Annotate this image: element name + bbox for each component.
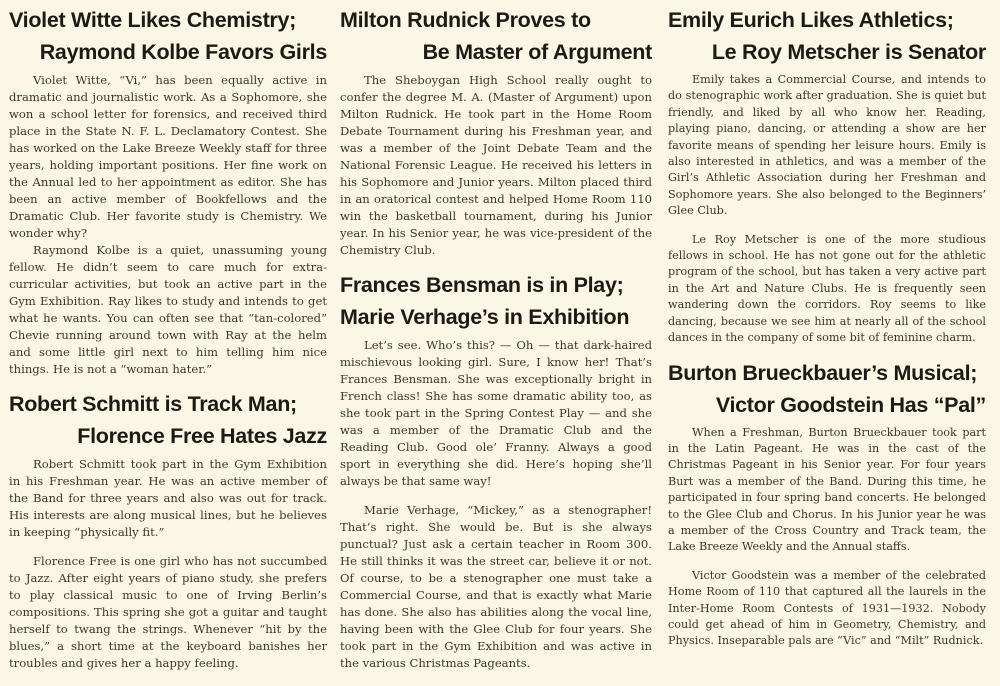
headline-line-2: Florence Free Hates Jazz	[77, 424, 327, 448]
article-paragraph: Let’s see. Who’s this? — Oh — that dark-haired mischievous looking girl. Sure, I know her! That’s Frances Bensman. She was exceptionally bright in French class! She has some dramatic ability too, as she took part in the Spring Contest Play — and she was a member of the Dramatic Club and the Reading Club. Good ole’ Franny. Always a good sport in everything she did. Here’s hoping she’ll always be that same way!	[340, 338, 652, 488]
article-paragraph: The Sheboygan High School really ought to confer the degree M. A. (Master of Argument) upon Milton Rudnick. He took part in the Home Room Debate Tournament during his Freshman year, and was a member of the Joint Debate Team and the National Forensic League. He received his letters in his Sophomore and Junior years. Milton placed third in an oratorical contest and helped Home Room 110 win the basketball tournament, during his Junior year. In his Senior year, he was vice-president of the Chemistry Club.	[340, 73, 652, 257]
article-paragraph: When a Freshman, Burton Brueckbauer took part in the Latin Pageant. He was in the cast of the Christmas Pageant in his Senior year. For four years Burt was a member of the Band. During this time, he participated in four spring band concerts. He belonged to the Glee Club and Chorus. In his Junior year he was a member of the Cross Country and Track team, the Lake Breeze Weekly and the Annual staffs.	[668, 425, 986, 554]
headline	[668, 4, 986, 68]
article-witte-kolbe	[9, 4, 327, 378]
headline	[668, 357, 986, 421]
headline	[9, 388, 327, 452]
article-brueckbauer-goodstein	[668, 357, 986, 650]
headline-line-2: Victor Goodstein Has “Pal”	[715, 392, 986, 417]
article-paragraph: Robert Schmitt took part in the Gym Exhibition in his Freshman year. He was an active member of the Band for three years and also was out for track. His interests are along musical lines, but he believes in keeping “physically fit.”	[9, 457, 327, 539]
headline-line-1: Emily Eurich Likes Athletics;	[668, 8, 954, 32]
article-paragraph: Emily takes a Commercial Course, and intends to do stenographic work after graduation. She is quiet but friendly, and liked by all who know her. Reading, playing piano, dancing, or attending a show are her favorite means of spending her leisure hours. Emily is also interested in athletics, and was a member of the Girl’s Athletic Association during her Freshman and Sophomore years. She also belonged to the Beginners’ Glee Club.	[668, 73, 986, 218]
article-eurich-metscher	[668, 4, 986, 347]
article-bensman-verhage	[340, 269, 652, 672]
article-paragraph: Marie Verhage, “Mickey,” as a stenographer! That’s right. She would be. But is she always punctual? Just ask a certain teacher in Room 300. He still thinks it was the street car, believe it or not. Of course, to be a stenographer one must take a Commercial Course, and that is exactly what Marie has done. She also has abilities along the vocal line, having been with the Glee Club for four years. She took part in the Gym Exhibition and was active in the various Christmas Pageants.	[340, 503, 652, 670]
column-middle	[340, 4, 652, 682]
column-left	[9, 4, 327, 682]
headline-line-1: Milton Rudnick Proves to	[340, 8, 591, 32]
article-paragraph: Florence Free is one girl who has not succumbed to Jazz. After eight years of piano study, she prefers to play classical music to one of Irving Berlin’s compositions. This spring she got a guitar and taught herself to twang the strings. Whenever “hit by the blues,” a short time at the keyboard banishes her troubles and gives her a happy feeling.	[9, 554, 327, 670]
article-paragraph: Violet Witte, “Vi,” has been equally active in dramatic and journalistic work. As a Sophomore, she won a school letter for forensics, and received third place in the State N. F. L. Declamatory Contest. She has worked on the Lake Breeze Weekly staff for three years, holding important positions. Her fine work on the Annual led to her appointment as editor. She has been an active member of Bookfellows and the Dramatic Club. Her favorite study is Chemistry. We wonder why?	[9, 73, 327, 240]
headline-line-1: Frances Bensman is in Play;	[340, 273, 624, 297]
headline-line-2: Be Master of Argument	[422, 40, 652, 64]
article-paragraph: Victor Goodstein was a member of the celebrated Home Room of 110 that captured all the laurels in the Inter-Home Room Contests of 1931—1932. Nobody could get ahead of him in Geometry, Chemistry, and Physics. Inseparable pals are “Vic” and “Milt” Rudnick.	[668, 568, 986, 648]
article-paragraph: Le Roy Metscher is one of the more studious fellows in school. He has not gone out for the athletic program of the school, but has taken a very active part in the Art and Nature Clubs. He is frequently seen wandering down the corridors. Roy seems to like dancing, because we see him at nearly all of the school dances in the company of some bit of feminine charm.	[668, 232, 986, 345]
headline	[340, 269, 652, 333]
headline-line-1: Violet Witte Likes Chemistry;	[9, 8, 297, 32]
article-schmitt-free	[9, 388, 327, 672]
headline-line-2: Marie Verhage’s in Exhibition	[340, 305, 630, 329]
article-rudnick	[340, 4, 652, 259]
headline	[9, 4, 327, 68]
article-paragraph: Raymond Kolbe is a quiet, unassuming young fellow. He didn’t seem to care much for extra-curricular activities, but took an active part in the Gym Exhibition. Ray likes to study and intends to get what he wants. You can often see that “tan-colored” Chevie running around town with Ray at the helm and some little girl next to him telling him nice things. He is not a “woman hater.”	[9, 243, 327, 376]
headline	[340, 4, 652, 68]
headline-line-1: Burton Brueckbauer’s Musical;	[668, 360, 978, 385]
column-right	[668, 4, 986, 660]
headline-line-2: Raymond Kolbe Favors Girls	[39, 40, 327, 64]
headline-line-2: Le Roy Metscher is Senator	[711, 40, 986, 64]
headline-line-1: Robert Schmitt is Track Man;	[9, 392, 297, 416]
